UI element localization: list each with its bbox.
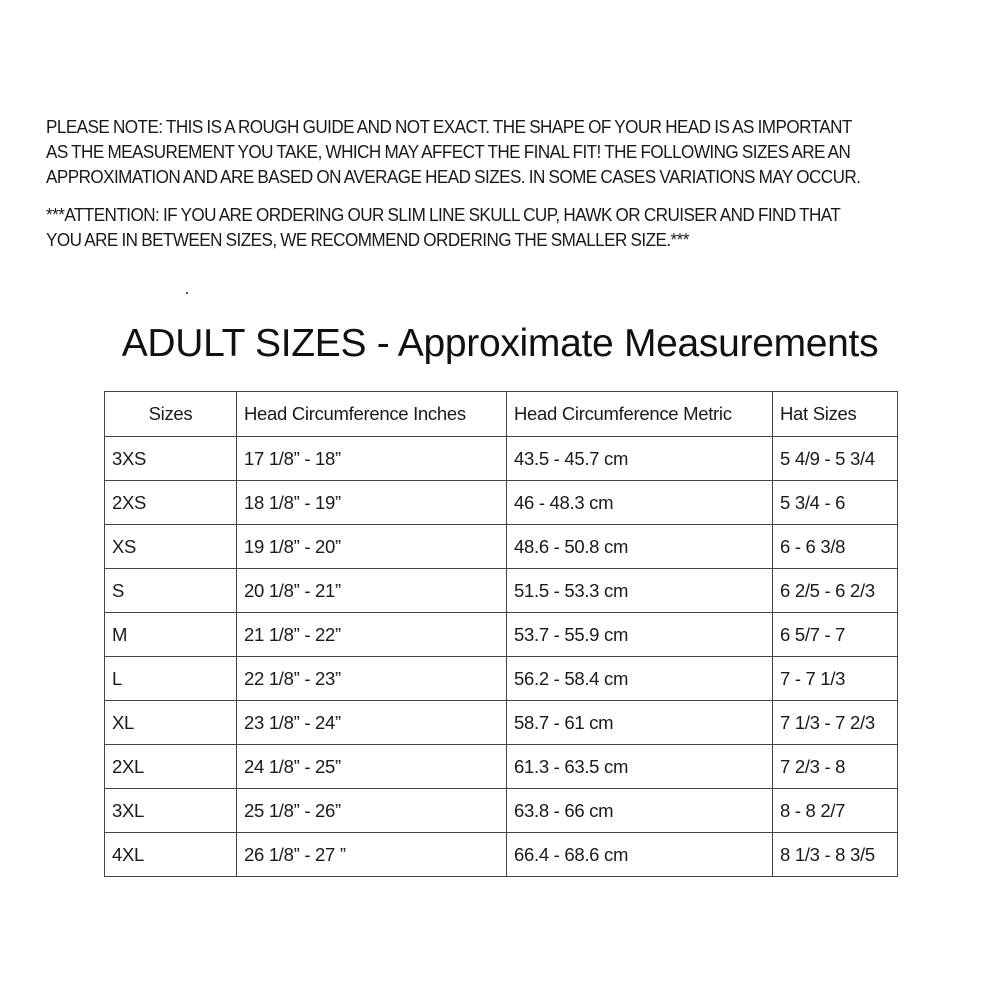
cell-size: 3XL: [105, 789, 237, 833]
disclaimer-line: APPROXIMATION AND ARE BASED ON AVERAGE HEAD SIZES. IN SOME CASES VARIATIONS MAY OCCUR.: [46, 166, 861, 187]
cell-hat: 5 3/4 - 6: [773, 481, 898, 525]
header-inches: Head Circumference Inches: [237, 392, 507, 437]
table-row: [105, 569, 898, 613]
table-row: [105, 525, 898, 569]
disclaimer-line: PLEASE NOTE: THIS IS A ROUGH GUIDE AND NOT EXACT. THE SHAPE OF YOUR HEAD IS AS IMPORTANT: [46, 116, 852, 137]
cell-metric: 56.2 - 58.4 cm: [507, 657, 773, 701]
stray-dot: [186, 292, 188, 294]
cell-metric: 48.6 - 50.8 cm: [507, 525, 773, 569]
cell-hat: 7 - 7 1/3: [773, 657, 898, 701]
cell-hat: 5 4/9 - 5 3/4: [773, 437, 898, 481]
cell-metric: 61.3 - 63.5 cm: [507, 745, 773, 789]
cell-size: XS: [105, 525, 237, 569]
table-row: [105, 481, 898, 525]
cell-metric: 51.5 - 53.3 cm: [507, 569, 773, 613]
cell-size: L: [105, 657, 237, 701]
header-hat-sizes: Hat Sizes: [773, 392, 898, 437]
cell-size: XL: [105, 701, 237, 745]
table-row: [105, 437, 898, 481]
table-row: [105, 789, 898, 833]
cell-inches: 25 1/8” - 26”: [237, 789, 507, 833]
header-sizes: Sizes: [105, 392, 237, 437]
cell-metric: 66.4 - 68.6 cm: [507, 833, 773, 877]
cell-inches: 18 1/8” - 19”: [237, 481, 507, 525]
cell-hat: 8 - 8 2/7: [773, 789, 898, 833]
cell-inches: 17 1/8” - 18”: [237, 437, 507, 481]
cell-inches: 24 1/8” - 25”: [237, 745, 507, 789]
cell-inches: 20 1/8” - 21”: [237, 569, 507, 613]
header-metric: Head Circumference Metric: [507, 392, 773, 437]
cell-size: S: [105, 569, 237, 613]
table-row: [105, 657, 898, 701]
fit-disclaimer: [46, 114, 966, 189]
cell-metric: 46 - 48.3 cm: [507, 481, 773, 525]
cell-size: 2XS: [105, 481, 237, 525]
disclaimer-line: AS THE MEASUREMENT YOU TAKE, WHICH MAY AFFECT THE FINAL FIT! THE FOLLOWING SIZES ARE AN: [46, 141, 851, 162]
cell-metric: 58.7 - 61 cm: [507, 701, 773, 745]
cell-inches: 21 1/8” - 22”: [237, 613, 507, 657]
cell-metric: 63.8 - 66 cm: [507, 789, 773, 833]
cell-size: 2XL: [105, 745, 237, 789]
table-row: [105, 745, 898, 789]
cell-inches: 26 1/8” - 27 ”: [237, 833, 507, 877]
attention-line: ***ATTENTION: IF YOU ARE ORDERING OUR SLIM LINE SKULL CUP, HAWK OR CRUISER AND FIND THAT: [46, 204, 841, 225]
cell-metric: 43.5 - 45.7 cm: [507, 437, 773, 481]
cell-hat: 8 1/3 - 8 3/5: [773, 833, 898, 877]
cell-hat: 6 2/5 - 6 2/3: [773, 569, 898, 613]
attention-notice: [46, 202, 966, 252]
cell-size: 4XL: [105, 833, 237, 877]
size-chart-table: [104, 391, 898, 877]
size-guide-notes: [46, 114, 966, 252]
cell-hat: 7 2/3 - 8: [773, 745, 898, 789]
cell-hat: 6 - 6 3/8: [773, 525, 898, 569]
attention-line: YOU ARE IN BETWEEN SIZES, WE RECOMMEND ORDERING THE SMALLER SIZE.***: [46, 229, 689, 250]
page-title: ADULT SIZES - Approximate Measurements: [121, 322, 879, 365]
table-header-row: [105, 392, 898, 437]
cell-size: 3XS: [105, 437, 237, 481]
table-row: [105, 701, 898, 745]
cell-size: M: [105, 613, 237, 657]
cell-metric: 53.7 - 55.9 cm: [507, 613, 773, 657]
cell-inches: 19 1/8” - 20”: [237, 525, 507, 569]
cell-inches: 22 1/8” - 23”: [237, 657, 507, 701]
cell-hat: 6 5/7 - 7: [773, 613, 898, 657]
cell-inches: 23 1/8” - 24”: [237, 701, 507, 745]
table-row: [105, 833, 898, 877]
cell-hat: 7 1/3 - 7 2/3: [773, 701, 898, 745]
table-row: [105, 613, 898, 657]
